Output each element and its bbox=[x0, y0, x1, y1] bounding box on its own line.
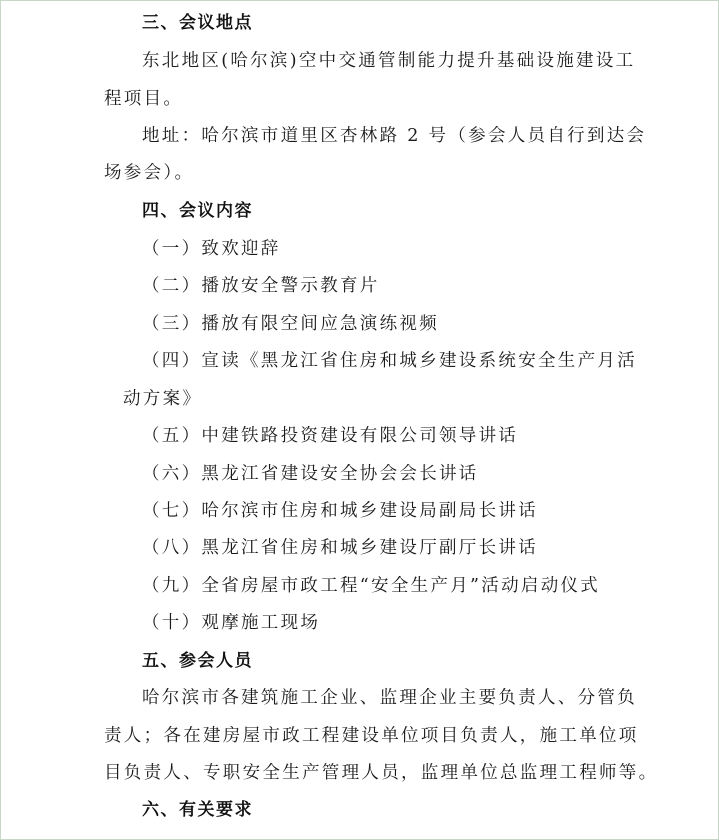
section-heading-attendees: 五、参会人员 bbox=[142, 651, 253, 671]
section-heading-venue: 三、会议地点 bbox=[142, 13, 253, 33]
agenda-item: （九）全省房屋市政工程“安全生产月”活动启动仪式 bbox=[142, 576, 601, 596]
venue-address-line-2: 场参会）。 bbox=[104, 163, 195, 183]
agenda-item: （五）中建铁路投资建设有限公司领导讲话 bbox=[142, 426, 519, 446]
venue-address-line-1: 地址：哈尔滨市道里区杏林路 2 号（参会人员自行到达会 bbox=[142, 126, 647, 146]
agenda-item: （三）播放有限空间应急演练视频 bbox=[142, 314, 439, 334]
venue-project-line-1: 东北地区(哈尔滨)空中交通管制能力提升基础设施建设工 bbox=[142, 51, 636, 71]
attendees-line-3: 目负责人、专职安全生产管理人员，监理单位总监理工程师等。 bbox=[104, 763, 659, 783]
agenda-item: （十）观摩施工现场 bbox=[142, 613, 321, 633]
agenda-item: （四）宣读《黑龙江省住房和城乡建设系统安全生产月活 bbox=[142, 351, 637, 371]
agenda-item: （一）致欢迎辞 bbox=[142, 239, 281, 259]
attendees-line-1: 哈尔滨市各建筑施工企业、监理企业主要负责人、分管负 bbox=[142, 688, 637, 708]
agenda-item-continuation: 动方案》 bbox=[123, 389, 203, 409]
agenda-item: （二）播放安全警示教育片 bbox=[142, 276, 380, 296]
attendees-line-2: 责人；各在建房屋市政工程建设单位项目负责人，施工单位项 bbox=[104, 726, 639, 746]
agenda-item: （六）黑龙江省建设安全协会会长讲话 bbox=[142, 464, 479, 484]
section-heading-agenda: 四、会议内容 bbox=[142, 201, 253, 221]
agenda-item: （七）哈尔滨市住房和城乡建设局副局长讲话 bbox=[142, 501, 538, 521]
agenda-item: （八）黑龙江省住房和城乡建设厅副厅长讲话 bbox=[142, 538, 538, 558]
section-heading-requirements: 六、有关要求 bbox=[142, 800, 253, 820]
venue-project-line-2: 程项目。 bbox=[104, 89, 184, 109]
